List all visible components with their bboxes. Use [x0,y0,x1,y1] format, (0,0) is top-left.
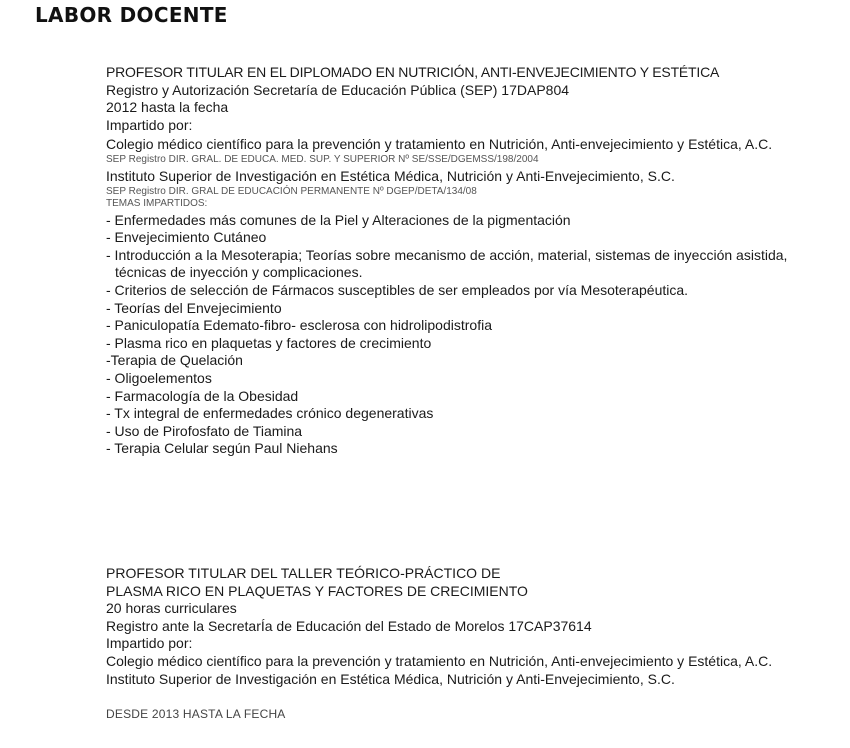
section-title: PROFESOR TITULAR EN EL DIPLOMADO EN NUTRICIÓN, ANTI-ENVEJECIMIENTO Y ESTÉTICA [106,64,720,80]
section-diplomado [106,64,826,458]
list-item: - Farmacología de la Obesidad [106,387,299,404]
list-item: -Terapia de Quelación [106,352,243,369]
list-item: - Introducción a la Mesoterapia; Teorías sobre mecanismo de acción, material, sistemas de inyección asistida, técnicas de inyección y complicaciones. [106,246,788,281]
registro-text: Registro y Autorización Secretaría de Educación Pública (SEP) 17DAP804 [106,81,570,98]
institution-2: Instituto Superior de Investigación en Estética Médica, Nutrición y Anti-Envejecimiento, S.C. [106,670,675,687]
list-item: - Enfermedades más comunes de la Piel y Alteraciones de la pigmentación [106,211,571,228]
institution-2-registro: SEP Registro DIR. GRAL DE EDUCACIÓN PERMANENTE Nº DGEP/DETA/134/08 [106,185,477,197]
list-item: - Teorías del Envejecimiento [106,299,282,316]
list-item: - Uso de Pirofosfato de Tiamina [106,422,303,439]
page-title: LABOR DOCENTE [35,3,228,27]
institution-1: Colegio médico científico para la prevención y tratamiento en Nutrición, Anti-envejecimiento y Estética, A.C. [106,136,773,153]
list-item: - Envejecimiento Cutáneo [106,229,267,246]
footer-period: DESDE 2013 HASTA LA FECHA [106,707,286,721]
temas-list [106,212,826,458]
temas-label: TEMAS IMPARTIDOS: [106,197,208,209]
period-text: 2012 hasta la fecha [106,99,229,116]
section-title-line-1: PROFESOR TITULAR DEL TALLER TEÓRICO-PRÁCTICO DE [106,565,501,581]
list-item: - Paniculopatía Edemato-fibro- esclerosa con hidrolipodistrofia [106,317,492,334]
list-item: - Plasma rico en plaquetas y factores de crecimiento [106,334,432,351]
list-item: - Tx integral de enfermedades crónico degenerativas [106,405,434,422]
impartido-label: Impartido por: [106,116,193,133]
registro-text: Registro ante la SecretarÍa de Educación del Estado de Morelos 17CAP37614 [106,617,592,634]
list-item: - Terapia Celular según Paul Niehans [106,440,338,457]
impartido-label: Impartido por: [106,635,193,652]
institution-1-registro: SEP Registro DIR. GRAL. DE EDUCA. MED. SUP. Y SUPERIOR Nº SE/SSE/DGEMSS/198/2004 [106,153,539,165]
section-taller [106,565,826,688]
hours-text: 20 horas curriculares [106,600,237,617]
institution-2: Instituto Superior de Investigación en Estética Médica, Nutrición y Anti-Envejecimiento, S.C. [106,167,675,184]
institution-1: Colegio médico científico para la prevención y tratamiento en Nutrición, Anti-envejecimiento y Estética, A.C. [106,652,773,669]
section-title-line-2: PLASMA RICO EN PLAQUETAS Y FACTORES DE CRECIMIENTO [106,582,528,599]
list-item: - Oligoelementos [106,369,212,386]
list-item: - Criterios de selección de Fármacos susceptibles de ser empleados por vía Mesoterapéutica. [106,281,689,298]
